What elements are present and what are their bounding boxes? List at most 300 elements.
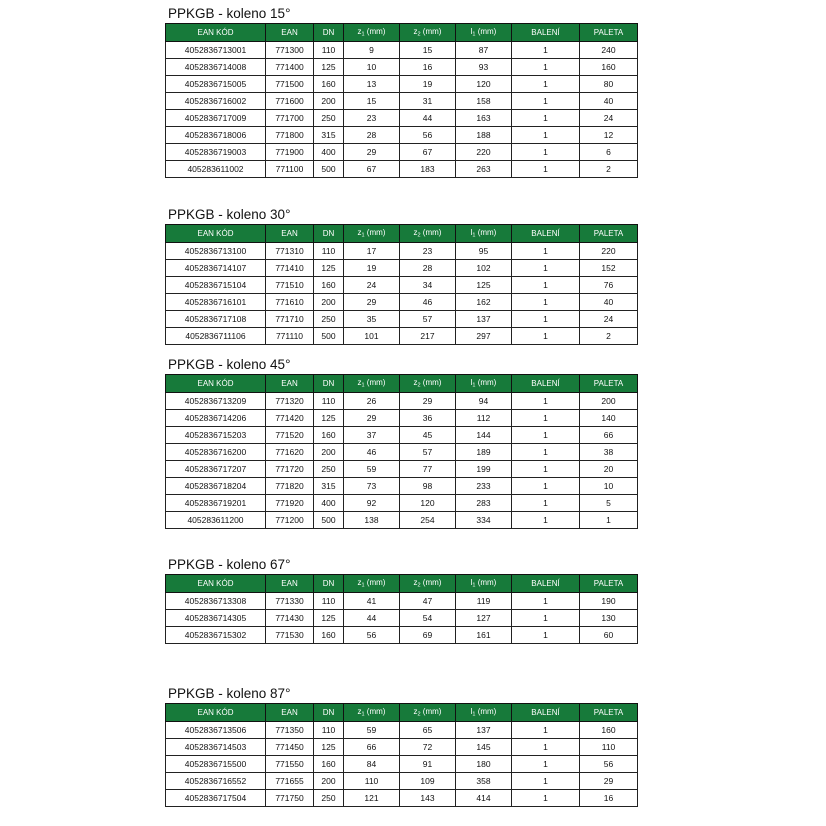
header-subscript: 2 [417,711,421,718]
cell-ean-kod: 405283611200 [166,512,266,529]
cell-paleta: 40 [580,294,638,311]
column-header-l1 [456,375,512,393]
column-header-baleni: BALENÍ [512,704,580,722]
cell-ean-kod: 4052836715104 [166,277,266,294]
column-header-z2 [400,575,456,593]
table-row [166,610,638,627]
cell-dn: 200 [314,773,344,790]
cell-baleni: 1 [512,410,580,427]
table-header [166,575,638,593]
cell-paleta: 240 [580,42,638,59]
table-row [166,773,638,790]
cell-paleta: 152 [580,260,638,277]
table-row [166,277,638,294]
cell-ean: 771310 [266,243,314,260]
cell-l1: 158 [456,93,512,110]
cell-z1: 29 [344,410,400,427]
column-header-paleta: PALETA [580,375,638,393]
cell-z2: 56 [400,127,456,144]
section-title: PPKGB - koleno 67° [168,557,291,572]
table-row [166,627,638,644]
section-title: PPKGB - koleno 30° [168,207,291,222]
cell-z2: 57 [400,311,456,328]
cell-ean: 771320 [266,393,314,410]
cell-ean: 771700 [266,110,314,127]
cell-dn: 400 [314,495,344,512]
cell-dn: 160 [314,627,344,644]
cell-ean-kod: 4052836715203 [166,427,266,444]
cell-baleni: 1 [512,610,580,627]
cell-ean-kod: 4052836714206 [166,410,266,427]
header-unit: (mm) [475,27,497,37]
cell-ean: 771600 [266,93,314,110]
column-header-z1 [344,24,400,42]
table-row [166,512,638,529]
cell-l1: 112 [456,410,512,427]
cell-z1: 66 [344,739,400,756]
cell-z2: 31 [400,93,456,110]
product-section [165,207,637,345]
table-row [166,328,638,345]
cell-paleta: 16 [580,790,638,807]
header-subscript: 1 [361,382,365,389]
cell-ean-kod: 4052836715005 [166,76,266,93]
cell-paleta: 200 [580,393,638,410]
header-subscript: 1 [472,31,476,38]
header-symbol: l [470,228,473,238]
cell-l1: 87 [456,42,512,59]
header-symbol: l [470,378,473,388]
cell-l1: 95 [456,243,512,260]
cell-baleni: 1 [512,311,580,328]
column-header-baleni: BALENÍ [512,24,580,42]
cell-paleta: 130 [580,610,638,627]
cell-dn: 400 [314,144,344,161]
cell-baleni: 1 [512,277,580,294]
table-row [166,427,638,444]
cell-dn: 250 [314,311,344,328]
header-subscript: 2 [417,582,421,589]
table-row [166,260,638,277]
column-header-z1 [344,375,400,393]
cell-paleta: 160 [580,59,638,76]
cell-baleni: 1 [512,42,580,59]
cell-baleni: 1 [512,328,580,345]
cell-paleta: 66 [580,427,638,444]
cell-ean-kod: 4052836714503 [166,739,266,756]
table-row [166,410,638,427]
cell-l1: 93 [456,59,512,76]
cell-ean-kod: 4052836719003 [166,144,266,161]
column-header-ean: EAN [266,24,314,42]
cell-ean: 771510 [266,277,314,294]
cell-ean: 771400 [266,59,314,76]
cell-z2: 217 [400,328,456,345]
header-symbol: z [413,378,418,388]
column-header-l1 [456,575,512,593]
cell-ean-kod: 4052836718204 [166,478,266,495]
column-header-baleni: BALENÍ [512,375,580,393]
cell-ean-kod: 4052836717009 [166,110,266,127]
cell-ean-kod: 4052836715500 [166,756,266,773]
cell-z2: 57 [400,444,456,461]
header-unit: (mm) [420,27,442,37]
cell-paleta: 2 [580,328,638,345]
cell-baleni: 1 [512,243,580,260]
cell-z2: 109 [400,773,456,790]
cell-ean: 771350 [266,722,314,739]
column-header-ean-kod: EAN KÓD [166,24,266,42]
cell-l1: 102 [456,260,512,277]
header-symbol: z [413,578,418,588]
cell-dn: 250 [314,461,344,478]
table-row [166,161,638,178]
cell-l1: 414 [456,790,512,807]
cell-baleni: 1 [512,444,580,461]
table-row [166,311,638,328]
cell-paleta: 190 [580,593,638,610]
cell-dn: 250 [314,790,344,807]
cell-z1: 10 [344,59,400,76]
cell-l1: 263 [456,161,512,178]
cell-z2: 47 [400,593,456,610]
header-unit: (mm) [364,707,386,717]
cell-l1: 199 [456,461,512,478]
cell-z2: 143 [400,790,456,807]
cell-baleni: 1 [512,627,580,644]
cell-ean: 771200 [266,512,314,529]
cell-dn: 160 [314,756,344,773]
cell-ean-kod: 4052836713209 [166,393,266,410]
cell-baleni: 1 [512,110,580,127]
cell-z2: 72 [400,739,456,756]
column-header-ean: EAN [266,704,314,722]
cell-ean-kod: 4052836716101 [166,294,266,311]
cell-baleni: 1 [512,790,580,807]
cell-ean: 771500 [266,76,314,93]
column-header-ean: EAN [266,225,314,243]
cell-z2: 183 [400,161,456,178]
table-body [166,243,638,345]
cell-l1: 358 [456,773,512,790]
cell-z2: 44 [400,110,456,127]
cell-ean-kod: 4052836717207 [166,461,266,478]
header-unit: (mm) [420,378,442,388]
column-header-dn: DN [314,575,344,593]
cell-z1: 15 [344,93,400,110]
column-header-dn: DN [314,225,344,243]
column-header-paleta: PALETA [580,575,638,593]
cell-baleni: 1 [512,93,580,110]
cell-dn: 125 [314,410,344,427]
cell-dn: 200 [314,444,344,461]
header-subscript: 1 [361,232,365,239]
product-table [165,23,638,178]
cell-l1: 120 [456,76,512,93]
table-header [166,375,638,393]
cell-paleta: 60 [580,627,638,644]
cell-dn: 125 [314,59,344,76]
cell-paleta: 29 [580,773,638,790]
cell-z1: 35 [344,311,400,328]
cell-z1: 26 [344,393,400,410]
header-subscript: 1 [472,232,476,239]
cell-z2: 120 [400,495,456,512]
cell-baleni: 1 [512,260,580,277]
cell-z2: 36 [400,410,456,427]
cell-baleni: 1 [512,76,580,93]
cell-l1: 94 [456,393,512,410]
table-row [166,144,638,161]
product-section [165,686,637,807]
cell-ean-kod: 4052836713001 [166,42,266,59]
cell-z1: 121 [344,790,400,807]
header-subscript: 2 [417,382,421,389]
product-table [165,703,638,807]
table-row [166,42,638,59]
cell-paleta: 24 [580,311,638,328]
cell-paleta: 110 [580,739,638,756]
header-subscript: 1 [472,582,476,589]
cell-dn: 160 [314,277,344,294]
cell-dn: 160 [314,427,344,444]
table-row [166,127,638,144]
header-subscript: 1 [472,382,476,389]
cell-ean: 771655 [266,773,314,790]
cell-l1: 119 [456,593,512,610]
cell-z1: 46 [344,444,400,461]
product-section [165,6,637,178]
cell-ean: 771900 [266,144,314,161]
header-subscript: 1 [361,582,365,589]
cell-baleni: 1 [512,593,580,610]
cell-ean-kod: 4052836717504 [166,790,266,807]
cell-dn: 125 [314,739,344,756]
column-header-ean-kod: EAN KÓD [166,225,266,243]
cell-ean-kod: 4052836713506 [166,722,266,739]
cell-z1: 13 [344,76,400,93]
header-row [166,24,638,42]
cell-ean-kod: 4052836714008 [166,59,266,76]
column-header-z1 [344,704,400,722]
cell-l1: 188 [456,127,512,144]
cell-l1: 162 [456,294,512,311]
table-row [166,294,638,311]
cell-ean-kod: 4052836715302 [166,627,266,644]
table-row [166,790,638,807]
table-row [166,593,638,610]
cell-ean: 771100 [266,161,314,178]
cell-z2: 46 [400,294,456,311]
product-table [165,224,638,345]
cell-baleni: 1 [512,495,580,512]
cell-l1: 297 [456,328,512,345]
cell-ean-kod: 4052836716002 [166,93,266,110]
cell-z1: 28 [344,127,400,144]
cell-ean-kod: 4052836713308 [166,593,266,610]
column-header-z1 [344,225,400,243]
cell-z2: 29 [400,393,456,410]
cell-z1: 29 [344,294,400,311]
cell-z2: 34 [400,277,456,294]
cell-l1: 163 [456,110,512,127]
cell-z2: 16 [400,59,456,76]
header-unit: (mm) [420,578,442,588]
column-header-baleni: BALENÍ [512,225,580,243]
cell-baleni: 1 [512,461,580,478]
column-header-ean-kod: EAN KÓD [166,575,266,593]
table-row [166,393,638,410]
table-row [166,739,638,756]
cell-l1: 127 [456,610,512,627]
header-subscript: 1 [361,31,365,38]
cell-z2: 45 [400,427,456,444]
cell-z2: 28 [400,260,456,277]
cell-l1: 233 [456,478,512,495]
cell-ean-kod: 4052836713100 [166,243,266,260]
cell-ean: 771710 [266,311,314,328]
cell-z2: 19 [400,76,456,93]
column-header-z2 [400,704,456,722]
cell-ean-kod: 4052836716200 [166,444,266,461]
column-header-dn: DN [314,375,344,393]
cell-dn: 200 [314,294,344,311]
header-unit: (mm) [475,228,497,238]
table-row [166,495,638,512]
column-header-l1 [456,225,512,243]
cell-dn: 315 [314,127,344,144]
cell-l1: 144 [456,427,512,444]
cell-z2: 65 [400,722,456,739]
table-body [166,593,638,644]
cell-ean-kod: 4052836719201 [166,495,266,512]
cell-z2: 23 [400,243,456,260]
table-body [166,42,638,178]
cell-dn: 250 [314,110,344,127]
header-unit: (mm) [364,228,386,238]
cell-baleni: 1 [512,722,580,739]
cell-l1: 283 [456,495,512,512]
table-body [166,722,638,807]
cell-z1: 56 [344,627,400,644]
column-header-z2 [400,375,456,393]
cell-z1: 23 [344,110,400,127]
cell-dn: 110 [314,722,344,739]
cell-ean: 771410 [266,260,314,277]
column-header-z2 [400,225,456,243]
cell-z1: 24 [344,277,400,294]
cell-z1: 67 [344,161,400,178]
cell-paleta: 5 [580,495,638,512]
cell-baleni: 1 [512,512,580,529]
cell-paleta: 2 [580,161,638,178]
table-row [166,722,638,739]
cell-ean: 771720 [266,461,314,478]
cell-ean-kod: 4052836714305 [166,610,266,627]
header-symbol: l [470,707,473,717]
header-unit: (mm) [475,578,497,588]
header-subscript: 2 [417,232,421,239]
cell-baleni: 1 [512,393,580,410]
header-row [166,225,638,243]
cell-baleni: 1 [512,161,580,178]
cell-paleta: 76 [580,277,638,294]
cell-dn: 200 [314,93,344,110]
cell-z1: 9 [344,42,400,59]
table-row [166,461,638,478]
cell-ean: 771110 [266,328,314,345]
table-row [166,243,638,260]
column-header-l1 [456,704,512,722]
table-row [166,93,638,110]
header-unit: (mm) [475,378,497,388]
header-symbol: z [413,228,418,238]
section-title: PPKGB - koleno 87° [168,686,291,701]
cell-dn: 160 [314,76,344,93]
table-row [166,444,638,461]
cell-z1: 29 [344,144,400,161]
cell-dn: 110 [314,593,344,610]
header-symbol: z [357,707,362,717]
cell-z2: 98 [400,478,456,495]
header-symbol: z [357,27,362,37]
cell-paleta: 24 [580,110,638,127]
header-symbol: l [470,578,473,588]
column-header-paleta: PALETA [580,704,638,722]
column-header-paleta: PALETA [580,225,638,243]
cell-ean: 771300 [266,42,314,59]
cell-z1: 41 [344,593,400,610]
cell-paleta: 1 [580,512,638,529]
cell-l1: 161 [456,627,512,644]
cell-baleni: 1 [512,478,580,495]
cell-l1: 189 [456,444,512,461]
cell-z2: 15 [400,42,456,59]
cell-baleni: 1 [512,756,580,773]
cell-baleni: 1 [512,59,580,76]
cell-ean-kod: 4052836716552 [166,773,266,790]
cell-dn: 110 [314,393,344,410]
cell-z2: 69 [400,627,456,644]
header-row [166,575,638,593]
cell-z2: 91 [400,756,456,773]
cell-baleni: 1 [512,739,580,756]
cell-ean-kod: 4052836714107 [166,260,266,277]
header-symbol: l [470,27,473,37]
column-header-ean-kod: EAN KÓD [166,704,266,722]
cell-paleta: 160 [580,722,638,739]
cell-baleni: 1 [512,773,580,790]
cell-z1: 92 [344,495,400,512]
header-symbol: z [357,228,362,238]
cell-z1: 17 [344,243,400,260]
cell-z1: 59 [344,722,400,739]
cell-z1: 73 [344,478,400,495]
product-section [165,357,637,529]
header-subscript: 2 [417,31,421,38]
cell-ean: 771450 [266,739,314,756]
cell-l1: 180 [456,756,512,773]
cell-ean-kod: 405283611002 [166,161,266,178]
table-header [166,704,638,722]
cell-ean: 771800 [266,127,314,144]
cell-paleta: 38 [580,444,638,461]
header-unit: (mm) [420,707,442,717]
column-header-dn: DN [314,704,344,722]
cell-l1: 137 [456,311,512,328]
header-unit: (mm) [420,228,442,238]
cell-ean: 771620 [266,444,314,461]
